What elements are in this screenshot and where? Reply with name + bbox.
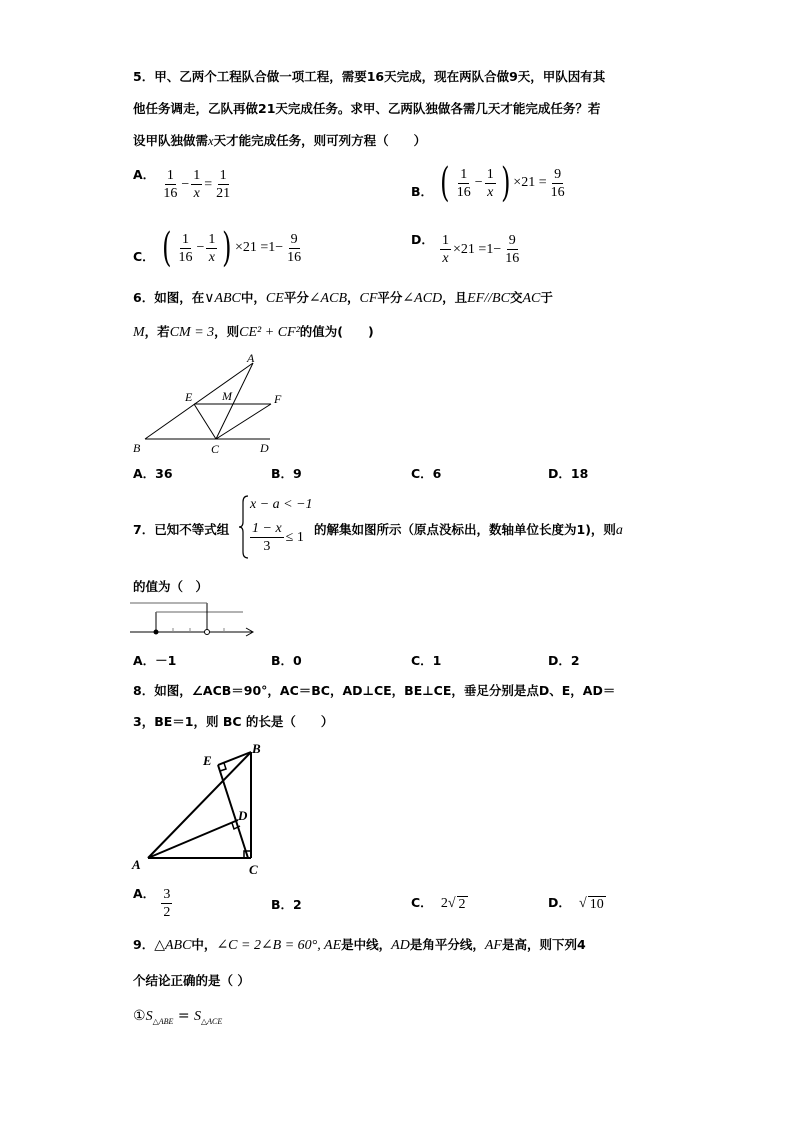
q8-option-d[interactable]: D． √ 10 xyxy=(548,895,604,912)
q7-line1-suffix: 的解集如图所示（原点没标出，数轴单位长度为1)，则a xyxy=(314,522,623,538)
q5-option-c-equation: ( $\frac{1}{16}$ − $\frac{1}{x}$ ) ×21 = 1− $\frac{9}{16}$ xyxy=(161,225,302,271)
q6-label-e: E xyxy=(185,390,193,404)
q6-label-b: B xyxy=(133,441,141,455)
q9-item-1: $①S_{\triangle ABE} = S_{\triangle ACE}$ xyxy=(133,1008,223,1026)
q6-label-m: M xyxy=(222,389,232,403)
q7-inequality-system xyxy=(238,494,313,560)
q7-option-d[interactable]: D．2 xyxy=(548,653,580,668)
q6-label-c: C xyxy=(211,442,220,456)
q5-option-a-equation: $\frac{1}{16}$ − $\frac{1}{x}$ = $\frac{1}{21}$ xyxy=(163,168,231,201)
q6-line1: 6．如图，在∨ABC中，CE平分∠ACB，CF平分∠ACD，且EF//BC交AC于 xyxy=(133,290,553,306)
q9-line1: 9．△ABC中，∠C = 2∠B = 60°, AE是中线，AD是角平分线，AF是高，则下列4 xyxy=(133,937,586,953)
q7-inequality-2: $\frac{1 - x}{3}$ ≤ 1 xyxy=(252,521,304,554)
q5-option-c[interactable]: C． ( $\frac{1}{16}$ − $\frac{1}{x}$ ) ×21 = 1− $\frac{9}{16}$ xyxy=(133,228,305,268)
q7-option-c[interactable]: C．1 xyxy=(411,653,442,668)
q7-option-a[interactable]: A．－1 xyxy=(133,653,177,668)
q8-option-a[interactable]: A． $\frac{3}{2}$ xyxy=(133,886,171,920)
q6-label-f: F xyxy=(274,392,282,406)
q7-line1-prefix: 7．已知不等式组 xyxy=(133,522,230,537)
q9-line2: 个结论正确的是（ ） xyxy=(133,973,250,988)
q8-triangle-figure xyxy=(128,738,268,880)
q8-label-b: B xyxy=(252,741,261,756)
q7-open-point xyxy=(205,630,210,635)
q6-option-c[interactable]: C．6 xyxy=(411,466,442,481)
q6-line2: M，若CM = 3，则CE² + CF²的值为( ) xyxy=(133,324,374,340)
q5-line2: 他任务调走，乙队再做21天完成任务。求甲、乙两队独做各需几天才能完成任务？若 xyxy=(133,101,601,116)
q7-line2: 的值为（ ） xyxy=(133,579,209,594)
q6-option-d[interactable]: D．18 xyxy=(548,466,589,481)
q5-option-d[interactable]: D． $\frac{1}{x}$ ×21 = 1− $\frac{9}{16}$ xyxy=(411,230,523,267)
q8-label-a: A xyxy=(132,857,141,872)
q6-option-a[interactable]: A．36 xyxy=(133,466,173,481)
q5-line1: 5．甲、乙两个工程队合做一项工程，需要16天完成，现在两队合做9天，甲队因有其 xyxy=(133,69,606,84)
q7-option-b[interactable]: B．0 xyxy=(271,653,302,668)
q8-option-b[interactable]: B．2 xyxy=(271,897,302,912)
q7-inequality-1: x − a < −1 xyxy=(250,497,313,512)
q6-label-d: D xyxy=(260,441,269,455)
q5-line3: 设甲队独做需x天才能完成任务，则可列方程（ ） xyxy=(133,133,427,148)
q8-option-c[interactable]: C． 2 √ 2 xyxy=(411,895,466,912)
q7-closed-point xyxy=(154,630,159,635)
q8-label-e: E xyxy=(203,753,212,768)
q8-line2: 3，BE＝1，则 BC 的长是（ ） xyxy=(133,714,334,729)
q5-option-d-equation: $\frac{1}{x}$ ×21 = 1− $\frac{9}{16}$ xyxy=(442,233,520,266)
q6-option-b[interactable]: B．9 xyxy=(271,466,302,481)
q8-label-c: C xyxy=(249,862,258,877)
q8-line1: 8．如图，∠ACB＝90°，AC＝BC，AD⊥CE，BE⊥CE，垂足分别是点D、E，AD＝ xyxy=(133,683,616,698)
q6-label-a: A xyxy=(247,351,255,365)
q5-option-b-equation: ( $\frac{1}{16}$ − $\frac{1}{x}$ ) ×21 = $\frac{9}{16}$ xyxy=(440,160,565,206)
q5-option-b[interactable]: B． ( $\frac{1}{16}$ − $\frac{1}{x}$ ) ×21 = $\frac{9}{16}$ xyxy=(411,163,569,203)
q5-option-a[interactable]: A． $\frac{1}{16}$ − $\frac{1}{x}$ = $\frac{1}{21}$ xyxy=(133,165,234,202)
q6-triangle-figure xyxy=(128,350,288,458)
q7-number-line xyxy=(128,600,258,644)
q8-label-d: D xyxy=(238,808,248,823)
